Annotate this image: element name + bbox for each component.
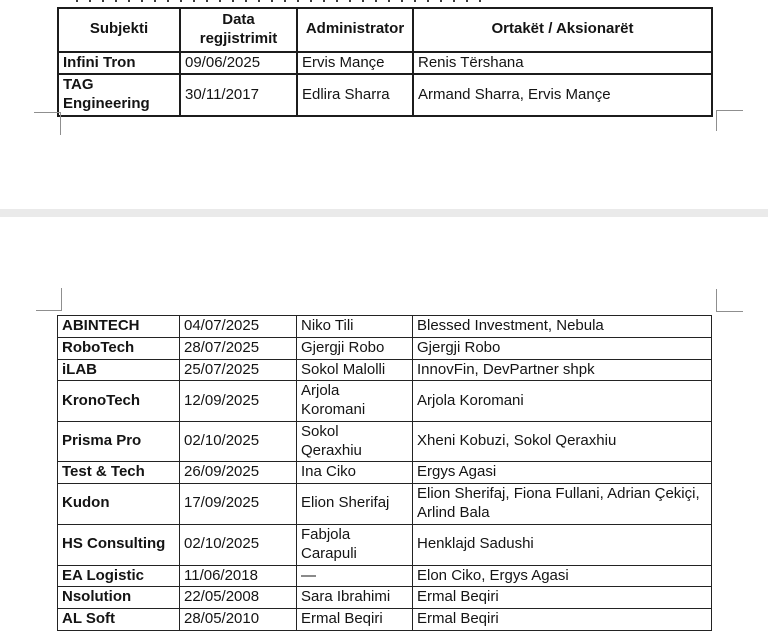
table-row xyxy=(58,359,712,381)
cell-administrator: Gjergji Robo xyxy=(297,337,413,359)
cell-subjekti: Infini Tron xyxy=(58,52,180,75)
cell-subjekti: iLAB xyxy=(58,359,180,381)
cell-ortaket: Ergys Agasi xyxy=(413,462,712,484)
cell-administrator: Sokol Malolli xyxy=(297,359,413,381)
table-row xyxy=(58,524,712,565)
cell-data: 11/06/2018 xyxy=(180,565,297,587)
crop-mark-top-right xyxy=(716,289,743,312)
cell-ortaket: InnovFin, DevPartner shpk xyxy=(413,359,712,381)
cell-ortaket: Henklajd Sadushi xyxy=(413,524,712,565)
table-row xyxy=(58,74,712,116)
crop-mark-bottom-right xyxy=(716,110,743,131)
cell-ortaket: Arjola Koromani xyxy=(413,381,712,422)
cell-ortaket: Ermal Beqiri xyxy=(413,609,712,631)
cell-subjekti: Kudon xyxy=(58,484,180,525)
cell-ortaket: Renis Tërshana xyxy=(413,52,712,75)
cell-subjekti: KronoTech xyxy=(58,381,180,422)
table-row xyxy=(58,52,712,75)
table-row xyxy=(58,316,712,338)
cell-administrator: Niko Tili xyxy=(297,316,413,338)
table-row xyxy=(58,381,712,422)
cell-subjekti: EA Logistic xyxy=(58,565,180,587)
cell-subjekti: TAG Engineering xyxy=(58,74,180,116)
cell-administrator: Arjola Koromani xyxy=(297,381,413,422)
cell-data: 09/06/2025 xyxy=(180,52,297,75)
cell-data: 02/10/2025 xyxy=(180,524,297,565)
cell-data: 12/09/2025 xyxy=(180,381,297,422)
cell-data: 26/09/2025 xyxy=(180,462,297,484)
cell-data: 30/11/2017 xyxy=(180,74,297,116)
page-gap-separator xyxy=(0,209,768,217)
table-row xyxy=(58,484,712,525)
column-header-data-regjistrimit: Data regjistrimit xyxy=(180,8,297,52)
table-row xyxy=(58,337,712,359)
cell-administrator: Ervis Mançe xyxy=(297,52,413,75)
cell-ortaket: Blessed Investment, Nebula xyxy=(413,316,712,338)
cell-ortaket: Elion Sherifaj, Fiona Fullani, Adrian Çekiçi, Arlind Bala xyxy=(413,484,712,525)
column-header-administrator: Administrator xyxy=(297,8,413,52)
cell-subjekti: Prisma Pro xyxy=(58,421,180,462)
cell-data: 22/05/2008 xyxy=(180,587,297,609)
crop-mark-top-left xyxy=(36,288,62,311)
cell-ortaket: Ermal Beqiri xyxy=(413,587,712,609)
cell-administrator: Ermal Beqiri xyxy=(297,609,413,631)
cell-subjekti: AL Soft xyxy=(58,609,180,631)
company-register-table-page1 xyxy=(57,7,713,117)
cell-administrator: Edlira Sharra xyxy=(297,74,413,116)
table-row xyxy=(58,462,712,484)
cell-data: 25/07/2025 xyxy=(180,359,297,381)
cell-administrator: Fabjola Carapuli xyxy=(297,524,413,565)
cell-ortaket: Elon Ciko, Ergys Agasi xyxy=(413,565,712,587)
cell-administrator: — xyxy=(297,565,413,587)
table-row xyxy=(58,587,712,609)
company-register-table-page2 xyxy=(57,315,712,631)
cell-administrator: Sara Ibrahimi xyxy=(297,587,413,609)
cell-subjekti: Test & Tech xyxy=(58,462,180,484)
table-row xyxy=(58,609,712,631)
cell-ortaket: Gjergji Robo xyxy=(413,337,712,359)
cell-subjekti: HS Consulting xyxy=(58,524,180,565)
cell-subjekti: Nsolution xyxy=(58,587,180,609)
cell-data: 28/05/2010 xyxy=(180,609,297,631)
cell-data: 02/10/2025 xyxy=(180,421,297,462)
cell-administrator: Sokol Qeraxhiu xyxy=(297,421,413,462)
cell-administrator: Ina Ciko xyxy=(297,462,413,484)
cell-ortaket: Xheni Kobuzi, Sokol Qeraxhiu xyxy=(413,421,712,462)
cell-data: 17/09/2025 xyxy=(180,484,297,525)
table-header-row xyxy=(58,8,712,52)
column-header-subjekti: Subjekti xyxy=(58,8,180,52)
table-row xyxy=(58,565,712,587)
cell-data: 28/07/2025 xyxy=(180,337,297,359)
cell-administrator: Elion Sherifaj xyxy=(297,484,413,525)
table-row xyxy=(58,421,712,462)
cell-ortaket: Armand Sharra, Ervis Mançe xyxy=(413,74,712,116)
clipped-text-remnant xyxy=(76,0,484,2)
cell-subjekti: ABINTECH xyxy=(58,316,180,338)
cell-subjekti: RoboTech xyxy=(58,337,180,359)
cell-data: 04/07/2025 xyxy=(180,316,297,338)
column-header-ortaket-aksionaret: Ortakët / Aksionarët xyxy=(413,8,712,52)
